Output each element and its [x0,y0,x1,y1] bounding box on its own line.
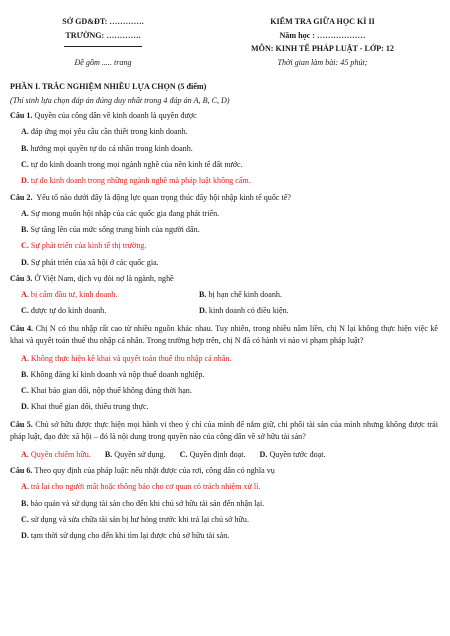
department-line: SỞ GD&ĐT: …………. [62,17,144,26]
option-a: A. Sự mong muốn hội nhập của các quốc gia đang phát triển. [21,208,220,218]
exam-body [10,82,438,547]
question-number: Câu 1. [10,111,33,121]
question-4 [10,323,438,413]
question-number: Câu 3. [10,273,33,283]
option-d: D. Khai thuế gian dối, thiếu trung thực. [21,402,149,412]
question-text: Yếu tố nào dưới đây là động lực quan trọng thúc đẩy hội nhập kinh tế quốc tế? [36,192,291,202]
option-a: A. đáp ứng mọi yêu cầu cần thiết trong kinh doanh. [21,127,188,137]
header-divider [64,46,142,47]
question-number: Câu 6. [10,466,33,476]
option-a-correct: A. bị cấm đầu tư, kinh doanh. [21,289,118,299]
option-a-correct: A. Không thực hiện kê khai và quyết toán thuế thu nhập cá nhân. [21,353,232,363]
page-count: Đề gồm ..... trang [74,57,132,67]
section-instruction: (Thí sinh lựa chọn đáp án đúng duy nhất trong 4 đáp án A, B, C, D) [10,96,230,106]
question-number: Câu 4. [10,323,34,333]
option-c: C. Quyền định đoạt. [179,449,246,459]
subject-line: MÔN: KINH TẾ PHÁP LUẬT - LỚP: 12 [251,44,394,53]
school-line: TRƯỜNG: …………. [65,30,141,40]
option-b: B. Quyền sử dụng. [104,449,166,459]
time-limit: Thời gian làm bài: 45 phút; [277,57,368,67]
option-c: C. sử dụng và sửa chữa tài sản bị hư hỏng trước khi trả lại chủ sở hữu. [21,514,249,524]
question-3 [10,274,438,317]
option-a-correct: A. trả lại cho người mất hoặc thông báo cho cơ quan có trách nhiệm xử lí. [21,482,261,492]
option-c: C. được tự do kinh doanh. [21,306,107,316]
header-left [28,17,178,71]
question-2 [10,193,438,268]
option-b: B. bảo quản và sử dụng tài sản cho đến khi chủ sở hữu tài sản đến nhận lại. [21,498,265,508]
option-b: B. hướng mọi quyền tự do cá nhân trong kinh doanh. [21,143,193,153]
question-5 [10,419,438,460]
question-text: Theo quy định của pháp luật: nếu nhặt được của rơi, công dân có nghĩa vụ [34,466,275,476]
question-text: Ở Việt Nam, dịch vụ đòi nợ là ngành, nghề [34,273,174,283]
section-title: PHẦN I. TRẮC NGHIỆM NHIỀU LỰA CHỌN (5 điểm) [10,82,207,91]
option-b: B. Sự tăng lên của mức sống trung bình của người dân. [21,224,200,234]
option-d-correct: D. tự do kinh doanh trong những ngành nghề mà pháp luật không cấm. [21,176,251,186]
question-text: Chị N có thu nhập rất cao từ nhiều nguồn khác nhau. Tuy nhiên, trong nhiều năm liền, chị N lại không thực hiện việc kê khai và quyết toán thuế thu nhập cá nhân. Trong trường hợp trên, chị N đã có hành vi nào vi phạm pháp luật? [10,323,438,346]
option-d: D. kinh doanh có điều kiện. [199,306,289,316]
question-1 [10,111,438,186]
option-b: B. Không đăng kí kinh doanh và nộp thuế doanh nghiệp. [21,369,205,379]
question-number: Câu 5. [10,419,33,429]
question-6 [10,466,438,541]
option-d: D. tạm thời sử dụng cho đến khi tìm lại được chủ sở hữu tài sản. [21,531,230,541]
school-year: Năm học : ……………… [279,30,366,40]
option-d: D. Quyền tước đoạt. [259,449,326,459]
question-text: Quyền của công dân về kinh doanh là quyền được [34,111,197,121]
option-c: C. tự do kinh doanh trong mọi ngành nghề của nền kinh tế đất nước. [21,159,243,169]
option-b: B. bị hạn chế kinh doanh. [199,289,282,299]
option-c: C. Khai báo gian dối, nộp thuế không đúng thời hạn. [21,386,192,396]
header-right [215,17,430,71]
exam-title: KIỂM TRA GIỮA HỌC KÌ II [270,17,375,26]
option-c-correct: C. Sự phát triển của kinh tế thị trường. [21,241,147,251]
question-text: Chủ sở hữu được thực hiện mọi hành vi theo ý chí của mình để nắm giữ, chi phối tài sản của mình nhưng không được trái pháp luật, đạo đức xã hội – đó là nội dung trong quyền nào của công dân về sở hữu tài sản? [10,419,438,442]
option-d: D. Sự phát triển của xã hội ở các quốc gia. [21,257,159,267]
option-a-correct: A. Quyền chiếm hữu. [21,449,91,459]
question-number: Câu 2. [10,192,33,202]
